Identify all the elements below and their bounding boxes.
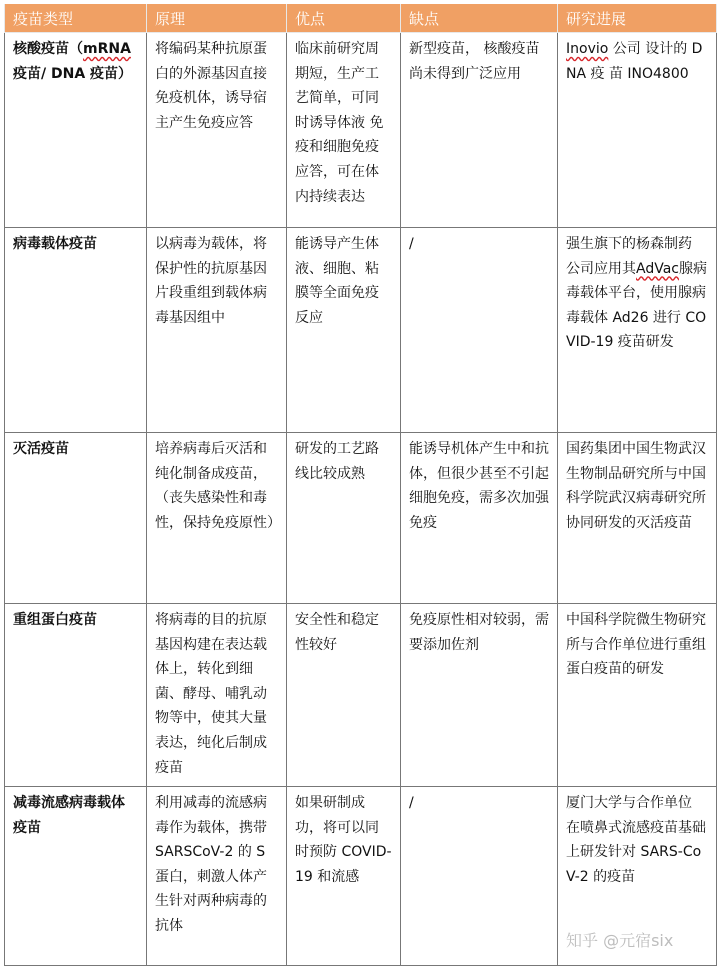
spellcheck-word: mRNA [83, 41, 131, 57]
table-row [5, 604, 717, 787]
header-research-progress: 研究进展 [558, 4, 717, 33]
cell-advantages: 能诱导产生体液、细胞、粘膜等全面免疫反应 [287, 228, 401, 433]
cell-principle: 以病毒为载体，将保护性的抗原基因片段重组到载体病毒基因组中 [147, 228, 287, 433]
cell-vaccine-type: 灭活疫苗 [5, 433, 147, 604]
spellcheck-word: Inovio [566, 41, 609, 57]
cell-advantages: 临床前研究周期短，生产工艺简单，可同时诱导体液 免疫和细胞免疫应答，可在体内持续表达 [287, 33, 401, 228]
cell-research-progress [558, 228, 717, 433]
header-vaccine-type: 疫苗类型 [5, 4, 147, 33]
cell-vaccine-type [5, 33, 147, 228]
cell-research-progress: 中国科学院微生物研究所与合作单位进行重组蛋白疫苗的研发 [558, 604, 717, 787]
zhihu-watermark: 知乎 @元宿six [566, 931, 674, 950]
cell-vaccine-type: 减毒流感病毒载体疫苗 [5, 787, 147, 966]
cell-advantages: 如果研制成功，将可以同时预防 COVID-19 和流感 [287, 787, 401, 966]
cell-disadvantages: 免疫原性相对较弱，需要添加佐剂 [401, 604, 558, 787]
cell-principle: 利用减毒的流感病毒作为载体，携带 SARSCoV-2 的 S 蛋白，刺激人体产生针对两种病毒的抗体 [147, 787, 287, 966]
cell-advantages: 安全性和稳定性较好 [287, 604, 401, 787]
header-row [5, 4, 717, 33]
table-row [5, 228, 717, 433]
cell-disadvantages: / [401, 228, 558, 433]
cell-disadvantages: 新型疫苗， 核酸疫苗尚未得到广泛应用 [401, 33, 558, 228]
header-principle: 原理 [147, 4, 287, 33]
table-row [5, 433, 717, 604]
cell-research-progress: 国药集团中国生物武汉生物制品研究所与中国科学院武汉病毒研究所协同研发的灭活疫苗 [558, 433, 717, 604]
cell-disadvantages: 能诱导机体产生中和抗体，但很少甚至不引起细胞免疫，需多次加强免疫 [401, 433, 558, 604]
progress-text: 强生旗下的杨森制药 公司应用其 [566, 236, 692, 277]
cell-principle: 培养病毒后灭活和纯化制备成疫苗，（丧失感染性和毒 性，保持免疫原性） [147, 433, 287, 604]
type-text: 疫苗/ DNA 疫苗） [13, 65, 133, 82]
cell-advantages: 研发的工艺路线比较成熟 [287, 433, 401, 604]
header-advantages: 优点 [287, 4, 401, 33]
cell-disadvantages: / [401, 787, 558, 966]
cell-research-progress [558, 33, 717, 228]
vaccine-comparison-table [4, 4, 717, 966]
table-row [5, 33, 717, 228]
cell-principle: 将编码某种抗原蛋白的外源基因直接免疫机体，诱导宿主产生免疫应答 [147, 33, 287, 228]
cell-vaccine-type: 病毒载体疫苗 [5, 228, 147, 433]
header-disadvantages: 缺点 [401, 4, 558, 33]
progress-text: 腺病毒载体平台，使用腺病毒载体 Ad26 进行 COVID-19 疫苗研发 [566, 260, 707, 351]
progress-text: 公司 设计的 DNA 疫 苗 INO4800 [566, 41, 703, 82]
cell-principle: 将病毒的目的抗原基因构建在表达载体上，转化到细菌、酵母、哺乳动物等中，使其大量表达，纯化后制成疫苗 [147, 604, 287, 787]
cell-vaccine-type: 重组蛋白疫苗 [5, 604, 147, 787]
cell-research-progress: 厦门大学与合作单位 在喷鼻式流感疫苗基础上研发针对 SARS-CoV-2 的疫苗 [558, 787, 717, 966]
type-text: 核酸疫苗（ [13, 41, 83, 57]
spellcheck-word: AdVac [636, 260, 679, 277]
